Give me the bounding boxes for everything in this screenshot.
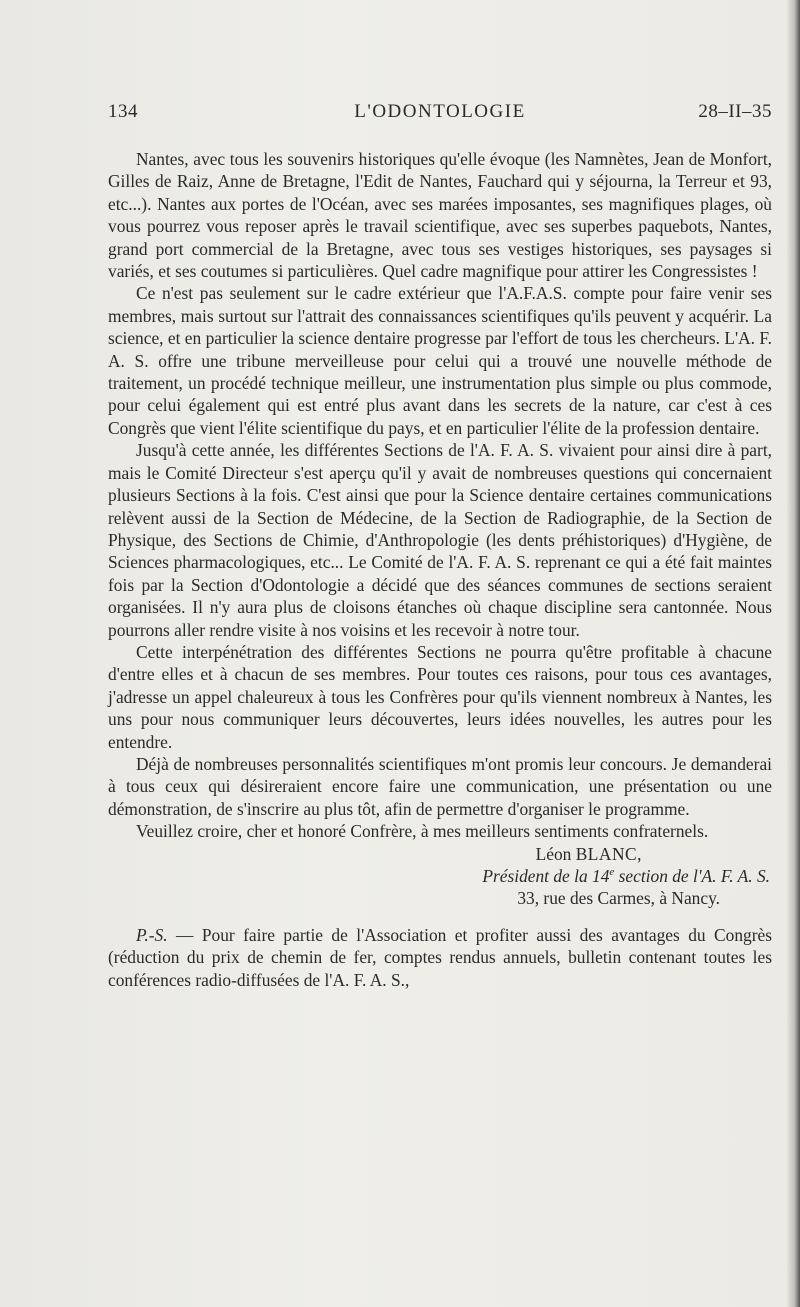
paragraph: Déjà de nombreuses personnalités scientifiques m'ont promis leur concours. Je demanderai à tous ceux qui désireraient encore faire une communication, une présentation ou une démonstration, de s'inscrire au plus tôt, afin de permettre d'organiser le programme. [108, 753, 772, 819]
signature-block [108, 843, 772, 910]
postscript-lead: P.-S. [136, 924, 168, 945]
paragraph: Jusqu'à cette année, les différentes Sections de l'A. F. A. S. vivaient pour ainsi dire à part, mais le Comité Directeur s'est aperçu qu'il y avait de nombreuses questions qui concernaient plusieurs Sections à la fois. C'est ainsi que pour la Science dentaire certaines communications relèvent aussi de la Section de Médecine, de la Section de Radiographie, de la Section de Physique, des Sections de Chimie, d'Anthropologie (les dents préhistoriques) d'Hygiène, de Sciences pharmacologiques, etc... Le Comité de l'A. F. A. S. reprenant ce qui a été fait maintes fois par la Section d'Odontologie a décidé que des séances communes de sections seraient organisées. Il n'y aura plus de cloisons étanches où chaque discipline sera cantonnée. Nous pourrons aller rendre visite à nos voisins et les recevoir à notre tour. [108, 440, 772, 640]
signatory-last-name: BLANC, [575, 843, 642, 864]
role-text: Président de la 14 [482, 866, 610, 886]
postscript-text: — Pour faire partie de l'Association et profiter aussi des avantages du Congrès (réduction du prix de chemin de fer, comptes rendus annuels, bulletin contenant toutes les conférences radio-diffusées de l'A. F. A. S., [108, 924, 772, 990]
page-number: 134 [108, 101, 138, 122]
journal-title: L'ODONTOLOGIE [354, 101, 526, 122]
page-edge-shadow [786, 0, 800, 1307]
signatory-address: 33, rue des Carmes, à Nancy. [517, 888, 720, 909]
paragraph: Veuillez croire, cher et honoré Confrère, à mes meilleurs sentiments confraternels. [136, 821, 709, 842]
postscript [108, 924, 772, 991]
role-text-end: section de l'A. F. A. S. [614, 866, 770, 886]
signatory-role [108, 865, 772, 887]
paragraph: Ce n'est pas seulement sur le cadre extérieur que l'A.F.A.S. compte pour faire venir ses membres, mais surtout sur l'attrait des connaissances scientifiques qu'ils peuvent y acquérir. La science, et en particulier la science dentaire progresse par l'effort de tous les chercheurs. L'A. F. A. S. offre une tribune merveilleuse pour celui qui a trouvé une nouvelle méthode de traitement, un procédé technique meilleur, une instrumentation plus simple ou plus commode, pour celui également qui est entré plus avant dans les secrets de la nature, car c'est à ces Congrès que vient l'élite scientifique du pays, et en particulier l'élite de la profession dentaire. [108, 283, 772, 438]
signatory-first-name: Léon [535, 843, 572, 864]
article-body [108, 148, 772, 991]
signatory-name [108, 843, 772, 865]
running-header [108, 101, 772, 127]
issue-date: 28–II–35 [698, 101, 772, 122]
paragraph: Nantes, avec tous les souvenirs historiques qu'elle évoque (les Namnètes, Jean de Monfort, Gilles de Raiz, Anne de Bretagne, l'Edit de Nantes, Fauchard qui y séjourna, la Terreur et 93, etc...). Nantes aux portes de l'Océan, avec ses marées imposantes, ses magnifiques plages, où vous pourrez vous reposer après le travail scientifique, avec ses superbes paquebots, Nantes, grand port commercial de la Bretagne, avec tous ses vestiges historiques, ses paysages si variés, et ses coutumes si particulières. Quel cadre magnifique pour attirer les Congressistes ! [108, 149, 772, 282]
role-superscript: e [609, 866, 615, 879]
paragraph: Cette interpénétration des différentes Sections ne pourra qu'être profitable à chacune d'entre elles et à chacun de ses membres. Pour toutes ces raisons, pour tous ces avantages, j'adresse un appel chaleureux à tous les Confrères pour qu'ils viennent nombreux à Nantes, les uns pour nous communiquer leurs découvertes, leurs idées nouvelles, les autres pour les entendre. [108, 641, 772, 752]
